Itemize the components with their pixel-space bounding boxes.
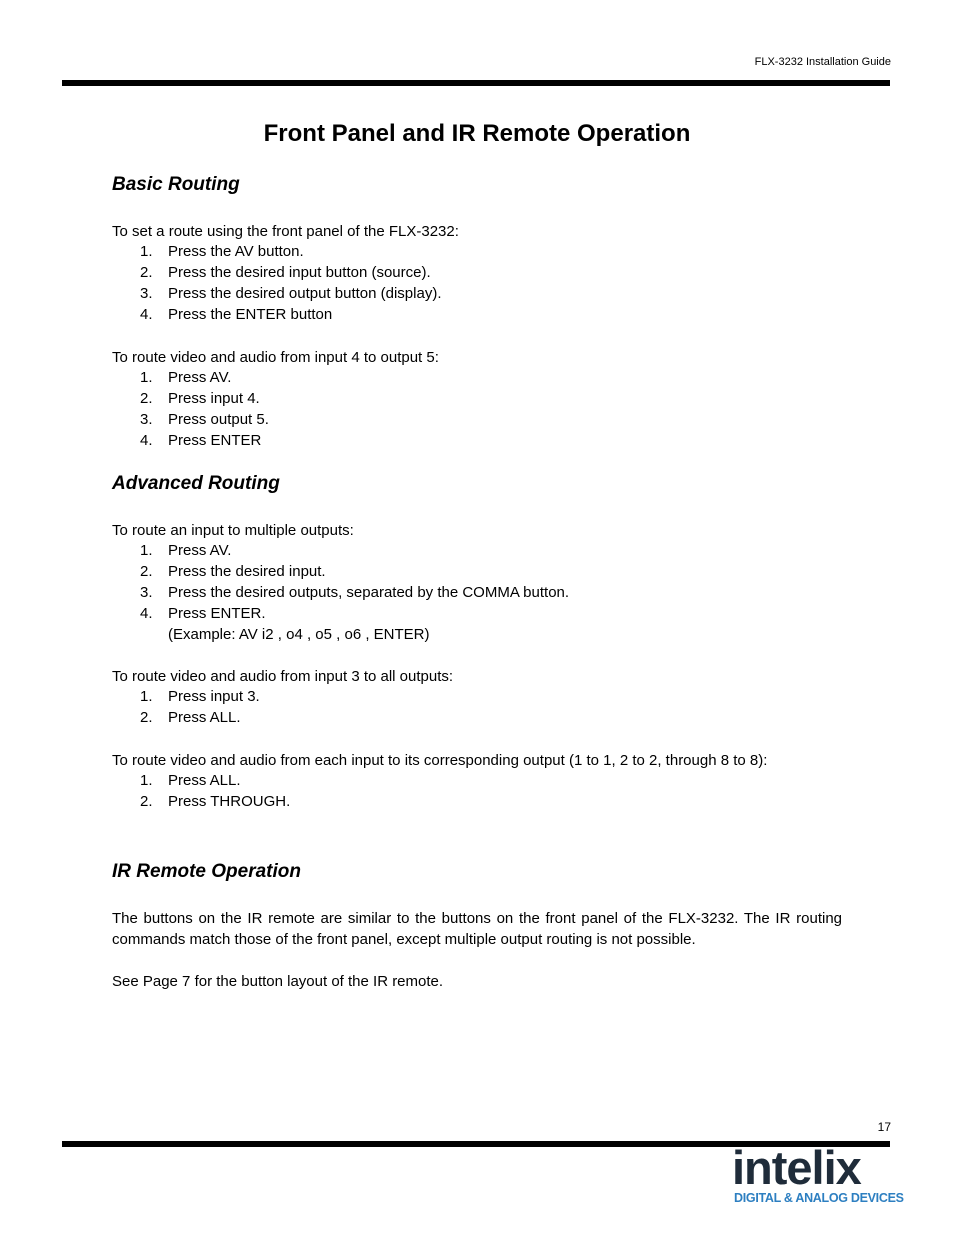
list-item: 2. Press ALL. [140, 708, 241, 726]
basic-routing-intro-2: To route video and audio from input 4 to output 5: [112, 349, 439, 366]
list-item: 4. Press ENTER [140, 431, 262, 449]
advanced-routing-intro-2: To route video and audio from input 3 to all outputs: [112, 668, 454, 685]
document-header-title: FLX-3232 Installation Guide [754, 56, 891, 68]
list-item: 1. Press AV. [140, 369, 232, 386]
advanced-routing-intro-3: To route video and audio from each input to its corresponding output (1 to 1, 2 to 2, through 8 to 8): [112, 752, 768, 769]
list-item: 1. Press AV. [140, 542, 232, 559]
advanced-routing-intro-1: To route an input to multiple outputs: [112, 522, 354, 539]
logo-tagline: DIGITAL & ANALOG DEVICES [734, 1191, 904, 1205]
basic-routing-steps-1 [112, 242, 842, 326]
advanced-routing-steps-2 [112, 687, 842, 729]
list-item: 2. Press the desired input button (source). [140, 263, 431, 281]
list-item: 4. Press ENTER. [140, 604, 266, 622]
list-item: 3. Press the desired outputs, separated by the COMMA button. [140, 583, 570, 601]
list-item: 1. Press input 3. [140, 688, 260, 705]
intelix-logo [732, 1141, 904, 1209]
section-heading-basic-routing: Basic Routing [112, 174, 240, 195]
list-item: 3. Press the desired output button (display). [140, 284, 442, 302]
logo-wordmark: intelix [732, 1141, 861, 1194]
ir-remote-paragraph-1: The buttons on the IR remote are similar to the buttons on the front panel of the FLX-3232. The IR routing commands match those of the front panel, except multiple output routing is not possible. [112, 910, 842, 948]
page-title: Front Panel and IR Remote Operation [263, 120, 691, 147]
advanced-routing-steps-1 [112, 541, 842, 646]
list-item: 1. Press the AV button. [140, 243, 304, 260]
section-heading-ir-remote: IR Remote Operation [112, 861, 301, 882]
basic-routing-intro-1: To set a route using the front panel of the FLX-3232: [112, 223, 459, 240]
ir-remote-paragraph-2: See Page 7 for the button layout of the IR remote. [112, 973, 444, 990]
header-rule [62, 80, 890, 86]
list-item: 2. Press THROUGH. [140, 792, 291, 810]
list-item: 2. Press input 4. [140, 389, 260, 407]
example-line: (Example: AV i2 , o4 , o5 , o6 , ENTER) [168, 625, 430, 643]
basic-routing-steps-2 [112, 368, 842, 452]
page-number: 17 [877, 1120, 891, 1134]
list-item: 2. Press the desired input. [140, 562, 326, 580]
list-item: 4. Press the ENTER button [140, 305, 333, 323]
list-item: 1. Press ALL. [140, 772, 241, 789]
advanced-routing-steps-3 [112, 771, 842, 813]
section-heading-advanced-routing: Advanced Routing [112, 473, 280, 494]
list-item: 3. Press output 5. [140, 410, 269, 428]
